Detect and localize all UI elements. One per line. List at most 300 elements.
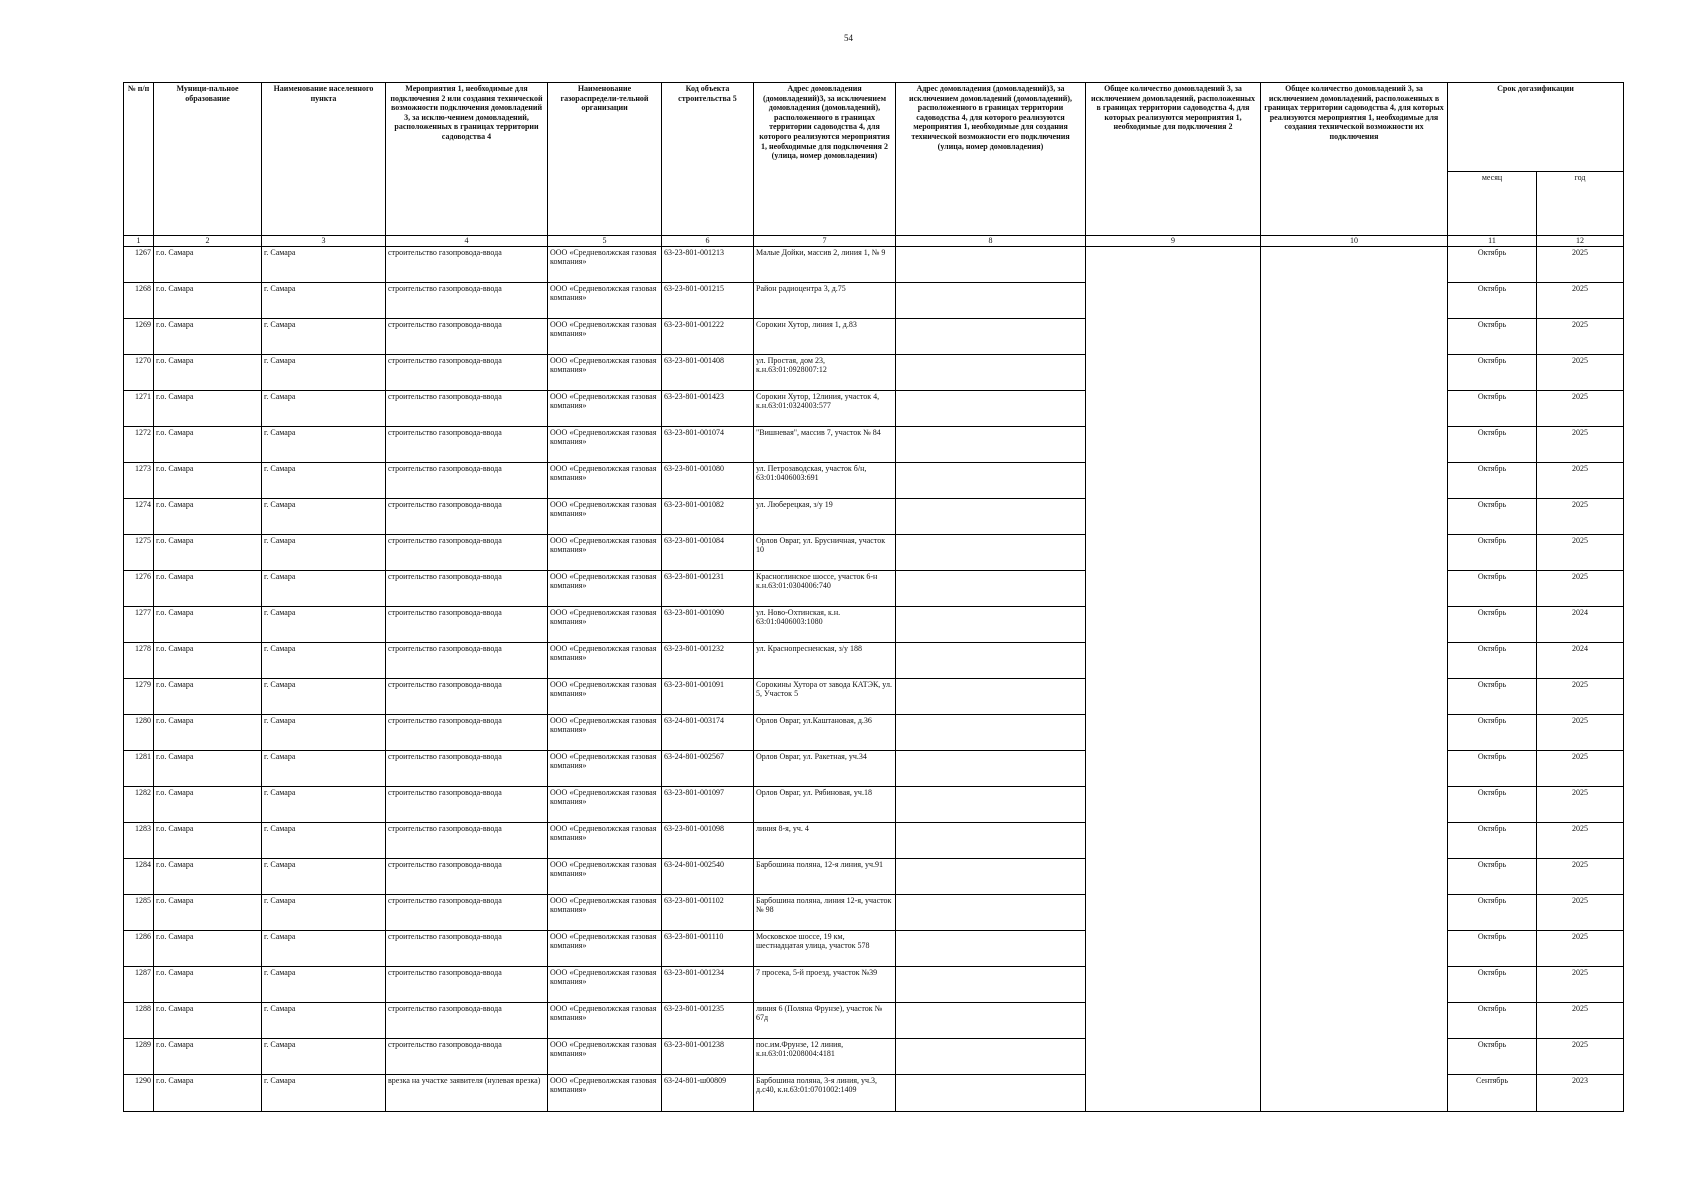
organization-cell: ООО «Средневолжская газовая компания» (548, 282, 662, 318)
event-cell: строительство газопровода-ввода (386, 714, 548, 750)
object-code-cell: 63-23-801-001084 (662, 534, 754, 570)
municipality-cell: г.о. Самара (154, 534, 262, 570)
organization-cell: ООО «Средневолжская газовая компания» (548, 642, 662, 678)
address-cell: Барбошина поляна, линия 12-я, участок № 98 (754, 894, 896, 930)
address-cell: ул. Петрозаводская, участок б/н, 63:01:0406003:691 (754, 462, 896, 498)
count-connection-cell (1086, 1038, 1261, 1074)
settlement-cell: г. Самара (262, 1074, 386, 1111)
table-row (124, 894, 1624, 930)
month-cell: Октябрь (1448, 570, 1537, 606)
row-number: 1284 (124, 858, 154, 894)
header-year: год (1537, 172, 1624, 236)
organization-cell: ООО «Средневолжская газовая компания» (548, 894, 662, 930)
table-row (124, 606, 1624, 642)
object-code-cell: 63-23-801-001231 (662, 570, 754, 606)
header-number: № п/п (124, 83, 154, 236)
event-cell: строительство газопровода-ввода (386, 966, 548, 1002)
event-cell: строительство газопровода-ввода (386, 678, 548, 714)
column-number: 4 (386, 236, 548, 247)
address-technical-cell (896, 678, 1086, 714)
organization-cell: ООО «Средневолжская газовая компания» (548, 966, 662, 1002)
organization-cell: ООО «Средневолжская газовая компания» (548, 534, 662, 570)
organization-cell: ООО «Средневолжская газовая компания» (548, 1074, 662, 1111)
object-code-cell: 63-23-801-001235 (662, 1002, 754, 1038)
year-cell: 2025 (1537, 894, 1624, 930)
month-cell: Октябрь (1448, 858, 1537, 894)
address-technical-cell (896, 750, 1086, 786)
object-code-cell: 63-23-801-001082 (662, 498, 754, 534)
address-technical-cell (896, 858, 1086, 894)
address-technical-cell (896, 714, 1086, 750)
object-code-cell: 63-23-801-001110 (662, 930, 754, 966)
header-count-technical: Общее количество домовладений 3, за исключением домовладений, расположенных в границах территории садоводства 4, для которых реализуются мероприятия 1, необходимые для создания технической возможности их подключения (1261, 83, 1448, 236)
header-count-connection: Общее количество домовладений 3, за исключением домовладений, расположенных в границах территории садоводства 4, для которых реализуются мероприятия 1, необходимые для подключения 2 (1086, 83, 1261, 236)
row-number: 1286 (124, 930, 154, 966)
address-technical-cell (896, 354, 1086, 390)
table-row (124, 858, 1624, 894)
row-number: 1289 (124, 1038, 154, 1074)
address-technical-cell (896, 534, 1086, 570)
month-cell: Октябрь (1448, 426, 1537, 462)
count-technical-cell (1261, 858, 1448, 894)
address-cell: Орлов Овраг, ул.Каштановая, д.36 (754, 714, 896, 750)
year-cell: 2025 (1537, 354, 1624, 390)
month-cell: Октябрь (1448, 822, 1537, 858)
municipality-cell: г.о. Самара (154, 1038, 262, 1074)
address-technical-cell (896, 570, 1086, 606)
municipality-cell: г.о. Самара (154, 786, 262, 822)
table-row (124, 462, 1624, 498)
year-cell: 2025 (1537, 426, 1624, 462)
event-cell: строительство газопровода-ввода (386, 822, 548, 858)
settlement-cell: г. Самара (262, 282, 386, 318)
object-code-cell: 63-23-801-001238 (662, 1038, 754, 1074)
table-row (124, 1074, 1624, 1111)
event-cell: строительство газопровода-ввода (386, 1002, 548, 1038)
municipality-cell: г.о. Самара (154, 822, 262, 858)
event-cell: строительство газопровода-ввода (386, 246, 548, 282)
settlement-cell: г. Самара (262, 426, 386, 462)
settlement-cell: г. Самара (262, 1002, 386, 1038)
table-row (124, 1002, 1624, 1038)
count-connection-cell (1086, 498, 1261, 534)
column-number: 6 (662, 236, 754, 247)
object-code-cell: 63-23-801-001074 (662, 426, 754, 462)
settlement-cell: г. Самара (262, 642, 386, 678)
count-connection-cell (1086, 534, 1261, 570)
column-number: 7 (754, 236, 896, 247)
organization-cell: ООО «Средневолжская газовая компания» (548, 1002, 662, 1038)
table-row (124, 750, 1624, 786)
month-cell: Октябрь (1448, 498, 1537, 534)
settlement-cell: г. Самара (262, 714, 386, 750)
row-number: 1275 (124, 534, 154, 570)
organization-cell: ООО «Средневолжская газовая компания» (548, 858, 662, 894)
event-cell: строительство газопровода-ввода (386, 282, 548, 318)
settlement-cell: г. Самара (262, 246, 386, 282)
object-code-cell: 63-24-801-003174 (662, 714, 754, 750)
month-cell: Октябрь (1448, 750, 1537, 786)
month-cell: Октябрь (1448, 642, 1537, 678)
table-row (124, 786, 1624, 822)
year-cell: 2024 (1537, 606, 1624, 642)
count-technical-cell (1261, 678, 1448, 714)
address-cell: ул. Ново-Охтинская, к.н. 63:01:0406003:1080 (754, 606, 896, 642)
address-cell: Орлов Овраг, ул. Брусничная, участок 10 (754, 534, 896, 570)
address-cell: линия 8-я, уч. 4 (754, 822, 896, 858)
organization-cell: ООО «Средневолжская газовая компания» (548, 354, 662, 390)
table-row (124, 318, 1624, 354)
object-code-cell: 63-23-801-001423 (662, 390, 754, 426)
settlement-cell: г. Самара (262, 354, 386, 390)
table-row (124, 642, 1624, 678)
object-code-cell: 63-23-801-001091 (662, 678, 754, 714)
header-object-code: Код объекта строительства 5 (662, 83, 754, 236)
header-month: месяц (1448, 172, 1537, 236)
organization-cell: ООО «Средневолжская газовая компания» (548, 1038, 662, 1074)
row-number: 1267 (124, 246, 154, 282)
municipality-cell: г.о. Самара (154, 1074, 262, 1111)
settlement-cell: г. Самара (262, 822, 386, 858)
year-cell: 2025 (1537, 966, 1624, 1002)
event-cell: строительство газопровода-ввода (386, 750, 548, 786)
address-cell: Сорокин Хутор, 12линия, участок 4, к.н.63:01:0324003:577 (754, 390, 896, 426)
row-number: 1282 (124, 786, 154, 822)
count-technical-cell (1261, 246, 1448, 282)
row-number: 1290 (124, 1074, 154, 1111)
month-cell: Октябрь (1448, 1038, 1537, 1074)
table-row (124, 678, 1624, 714)
address-cell: Барбошина поляна, 3-я линия, уч.3, д.с40, к.н.63:01:0701002:1409 (754, 1074, 896, 1111)
year-cell: 2025 (1537, 858, 1624, 894)
count-technical-cell (1261, 426, 1448, 462)
gasification-register-table (123, 82, 1624, 1112)
row-number: 1288 (124, 1002, 154, 1038)
settlement-cell: г. Самара (262, 930, 386, 966)
address-cell: Красноглинское шоссе, участок 6-н к.н.63:01:0304006:740 (754, 570, 896, 606)
count-technical-cell (1261, 750, 1448, 786)
column-number: 3 (262, 236, 386, 247)
object-code-cell: 63-24-801-002540 (662, 858, 754, 894)
address-technical-cell (896, 1074, 1086, 1111)
table-row (124, 426, 1624, 462)
municipality-cell: г.о. Самара (154, 606, 262, 642)
count-connection-cell (1086, 354, 1261, 390)
count-technical-cell (1261, 390, 1448, 426)
address-cell: Барбошина поляна, 12-я линия, уч.91 (754, 858, 896, 894)
column-number: 9 (1086, 236, 1261, 247)
organization-cell: ООО «Средневолжская газовая компания» (548, 606, 662, 642)
count-technical-cell (1261, 606, 1448, 642)
event-cell: строительство газопровода-ввода (386, 426, 548, 462)
event-cell: строительство газопровода-ввода (386, 858, 548, 894)
settlement-cell: г. Самара (262, 1038, 386, 1074)
settlement-cell: г. Самара (262, 534, 386, 570)
organization-cell: ООО «Средневолжская газовая компания» (548, 786, 662, 822)
header-organization: Наименование газораспредели-тельной организации (548, 83, 662, 236)
settlement-cell: г. Самара (262, 498, 386, 534)
header-gasification-term: Срок догазификации (1448, 83, 1624, 172)
year-cell: 2025 (1537, 678, 1624, 714)
object-code-cell: 63-23-801-001080 (662, 462, 754, 498)
address-technical-cell (896, 642, 1086, 678)
address-technical-cell (896, 318, 1086, 354)
municipality-cell: г.о. Самара (154, 354, 262, 390)
event-cell: строительство газопровода-ввода (386, 930, 548, 966)
count-technical-cell (1261, 966, 1448, 1002)
object-code-cell: 63-23-801-001097 (662, 786, 754, 822)
row-number: 1271 (124, 390, 154, 426)
municipality-cell: г.о. Самара (154, 894, 262, 930)
month-cell: Октябрь (1448, 534, 1537, 570)
header-municipality: Муници-пальное образование (154, 83, 262, 236)
settlement-cell: г. Самара (262, 678, 386, 714)
count-technical-cell (1261, 282, 1448, 318)
object-code-cell: 63-24-801-ш00809 (662, 1074, 754, 1111)
year-cell: 2025 (1537, 750, 1624, 786)
municipality-cell: г.о. Самара (154, 930, 262, 966)
address-technical-cell (896, 930, 1086, 966)
address-cell: Район радиоцентра 3, д.75 (754, 282, 896, 318)
month-cell: Октябрь (1448, 246, 1537, 282)
address-technical-cell (896, 390, 1086, 426)
row-number: 1277 (124, 606, 154, 642)
object-code-cell: 63-23-801-001222 (662, 318, 754, 354)
municipality-cell: г.о. Самара (154, 318, 262, 354)
municipality-cell: г.о. Самара (154, 498, 262, 534)
year-cell: 2025 (1537, 462, 1624, 498)
address-cell: пос.им.Фрунзе, 12 линия, к.н.63:01:0208004:4181 (754, 1038, 896, 1074)
municipality-cell: г.о. Самара (154, 390, 262, 426)
row-number: 1272 (124, 426, 154, 462)
month-cell: Октябрь (1448, 282, 1537, 318)
year-cell: 2025 (1537, 498, 1624, 534)
address-technical-cell (896, 498, 1086, 534)
count-technical-cell (1261, 786, 1448, 822)
address-technical-cell (896, 822, 1086, 858)
month-cell: Октябрь (1448, 714, 1537, 750)
municipality-cell: г.о. Самара (154, 966, 262, 1002)
year-cell: 2025 (1537, 390, 1624, 426)
organization-cell: ООО «Средневолжская газовая компания» (548, 318, 662, 354)
count-technical-cell (1261, 1074, 1448, 1111)
table-row (124, 498, 1624, 534)
event-cell: строительство газопровода-ввода (386, 570, 548, 606)
count-connection-cell (1086, 462, 1261, 498)
address-cell: Сорокины Хутора от завода КАТЭК, ул. 5, Участок 5 (754, 678, 896, 714)
table-row (124, 534, 1624, 570)
object-code-cell: 63-23-801-001234 (662, 966, 754, 1002)
year-cell: 2025 (1537, 786, 1624, 822)
count-technical-cell (1261, 930, 1448, 966)
column-number: 11 (1448, 236, 1537, 247)
address-technical-cell (896, 786, 1086, 822)
row-number: 1280 (124, 714, 154, 750)
settlement-cell: г. Самара (262, 462, 386, 498)
municipality-cell: г.о. Самара (154, 462, 262, 498)
address-cell: линия 6 (Поляна Фрунзе), участок № 67д (754, 1002, 896, 1038)
year-cell: 2025 (1537, 282, 1624, 318)
header-address-technical: Адрес домовладения (домовладений)3, за исключением домовладений (домовладений), расположенного в границах территории садоводства 4, для которого реализуются мероприятия 1, необходимые для создания технической возможности его подключения (улица, номер домовладения) (896, 83, 1086, 236)
table-row (124, 1038, 1624, 1074)
count-technical-cell (1261, 318, 1448, 354)
address-cell: "Вишневая", массив 7, участок № 84 (754, 426, 896, 462)
event-cell: строительство газопровода-ввода (386, 462, 548, 498)
count-connection-cell (1086, 426, 1261, 462)
row-number: 1274 (124, 498, 154, 534)
year-cell: 2025 (1537, 570, 1624, 606)
count-connection-cell (1086, 714, 1261, 750)
municipality-cell: г.о. Самара (154, 714, 262, 750)
address-cell: ул. Люберецкая, з/у 19 (754, 498, 896, 534)
count-technical-cell (1261, 462, 1448, 498)
count-connection-cell (1086, 606, 1261, 642)
count-technical-cell (1261, 498, 1448, 534)
address-technical-cell (896, 966, 1086, 1002)
event-cell: строительство газопровода-ввода (386, 318, 548, 354)
municipality-cell: г.о. Самара (154, 570, 262, 606)
municipality-cell: г.о. Самара (154, 1002, 262, 1038)
table-row (124, 282, 1624, 318)
address-technical-cell (896, 462, 1086, 498)
event-cell: строительство газопровода-ввода (386, 390, 548, 426)
settlement-cell: г. Самара (262, 786, 386, 822)
count-technical-cell (1261, 894, 1448, 930)
month-cell: Октябрь (1448, 930, 1537, 966)
municipality-cell: г.о. Самара (154, 750, 262, 786)
year-cell: 2025 (1537, 822, 1624, 858)
settlement-cell: г. Самара (262, 390, 386, 426)
year-cell: 2025 (1537, 1002, 1624, 1038)
settlement-cell: г. Самара (262, 858, 386, 894)
event-cell: строительство газопровода-ввода (386, 642, 548, 678)
count-connection-cell (1086, 894, 1261, 930)
organization-cell: ООО «Средневолжская газовая компания» (548, 390, 662, 426)
organization-cell: ООО «Средневолжская газовая компания» (548, 246, 662, 282)
address-cell: ул. Простая, дом 23, к.н.63:01:0928007:12 (754, 354, 896, 390)
address-technical-cell (896, 282, 1086, 318)
count-connection-cell (1086, 282, 1261, 318)
month-cell: Октябрь (1448, 462, 1537, 498)
column-number: 1 (124, 236, 154, 247)
object-code-cell: 63-23-801-001098 (662, 822, 754, 858)
object-code-cell: 63-23-801-001232 (662, 642, 754, 678)
month-cell: Октябрь (1448, 606, 1537, 642)
address-technical-cell (896, 246, 1086, 282)
month-cell: Октябрь (1448, 354, 1537, 390)
event-cell: строительство газопровода-ввода (386, 498, 548, 534)
settlement-cell: г. Самара (262, 894, 386, 930)
count-technical-cell (1261, 1038, 1448, 1074)
count-connection-cell (1086, 822, 1261, 858)
organization-cell: ООО «Средневолжская газовая компания» (548, 678, 662, 714)
table-row (124, 354, 1624, 390)
table-row (124, 714, 1624, 750)
settlement-cell: г. Самара (262, 606, 386, 642)
organization-cell: ООО «Средневолжская газовая компания» (548, 750, 662, 786)
count-connection-cell (1086, 642, 1261, 678)
row-number: 1273 (124, 462, 154, 498)
month-cell: Сентябрь (1448, 1074, 1537, 1111)
count-technical-cell (1261, 534, 1448, 570)
event-cell: строительство газопровода-ввода (386, 1038, 548, 1074)
address-cell: Орлов Овраг, ул. Рябиновая, уч.18 (754, 786, 896, 822)
address-cell: ул. Краснопресненская, з/у 188 (754, 642, 896, 678)
month-cell: Октябрь (1448, 1002, 1537, 1038)
address-cell: Московское шоссе, 19 км, шестнадцатая улица, участок 578 (754, 930, 896, 966)
table-row (124, 570, 1624, 606)
address-cell: Орлов Овраг, ул. Ракетная, уч.34 (754, 750, 896, 786)
object-code-cell: 63-23-801-001213 (662, 246, 754, 282)
address-technical-cell (896, 606, 1086, 642)
municipality-cell: г.о. Самара (154, 246, 262, 282)
count-technical-cell (1261, 570, 1448, 606)
month-cell: Октябрь (1448, 678, 1537, 714)
table-row (124, 390, 1624, 426)
column-number: 5 (548, 236, 662, 247)
organization-cell: ООО «Средневолжская газовая компания» (548, 462, 662, 498)
count-connection-cell (1086, 786, 1261, 822)
row-number: 1278 (124, 642, 154, 678)
event-cell: строительство газопровода-ввода (386, 534, 548, 570)
event-cell: врезка на участке заявителя (нулевая врезка) (386, 1074, 548, 1111)
settlement-cell: г. Самара (262, 570, 386, 606)
municipality-cell: г.о. Самара (154, 678, 262, 714)
settlement-cell: г. Самара (262, 966, 386, 1002)
month-cell: Октябрь (1448, 894, 1537, 930)
table-row (124, 822, 1624, 858)
event-cell: строительство газопровода-ввода (386, 354, 548, 390)
table-row (124, 966, 1624, 1002)
year-cell: 2025 (1537, 1038, 1624, 1074)
event-cell: строительство газопровода-ввода (386, 606, 548, 642)
count-connection-cell (1086, 1074, 1261, 1111)
year-cell: 2025 (1537, 318, 1624, 354)
municipality-cell: г.о. Самара (154, 858, 262, 894)
organization-cell: ООО «Средневолжская газовая компания» (548, 714, 662, 750)
header-address-connection: Адрес домовладения (домовладений)3, за исключением домовладения (домовладений), расположенного в границах территории садоводства 4, для которого реализуются мероприятия 1, необходимые для подключения 2 (улица, номер домовладения) (754, 83, 896, 236)
address-cell: Сорокин Хутор, линия 1, д.83 (754, 318, 896, 354)
row-number: 1269 (124, 318, 154, 354)
row-number: 1287 (124, 966, 154, 1002)
year-cell: 2025 (1537, 534, 1624, 570)
organization-cell: ООО «Средневолжская газовая компания» (548, 426, 662, 462)
organization-cell: ООО «Средневолжская газовая компания» (548, 822, 662, 858)
month-cell: Октябрь (1448, 318, 1537, 354)
organization-cell: ООО «Средневолжская газовая компания» (548, 930, 662, 966)
count-connection-cell (1086, 678, 1261, 714)
count-connection-cell (1086, 750, 1261, 786)
count-connection-cell (1086, 1002, 1261, 1038)
page-number: 54 (844, 33, 853, 43)
table-header (124, 83, 1624, 247)
year-cell: 2023 (1537, 1074, 1624, 1111)
row-number: 1283 (124, 822, 154, 858)
municipality-cell: г.о. Самара (154, 282, 262, 318)
month-cell: Октябрь (1448, 966, 1537, 1002)
count-technical-cell (1261, 642, 1448, 678)
column-number: 10 (1261, 236, 1448, 247)
count-connection-cell (1086, 246, 1261, 282)
count-technical-cell (1261, 354, 1448, 390)
settlement-cell: г. Самара (262, 750, 386, 786)
row-number: 1281 (124, 750, 154, 786)
year-cell: 2024 (1537, 642, 1624, 678)
column-number: 2 (154, 236, 262, 247)
count-connection-cell (1086, 390, 1261, 426)
object-code-cell: 63-24-801-002567 (662, 750, 754, 786)
row-number: 1268 (124, 282, 154, 318)
